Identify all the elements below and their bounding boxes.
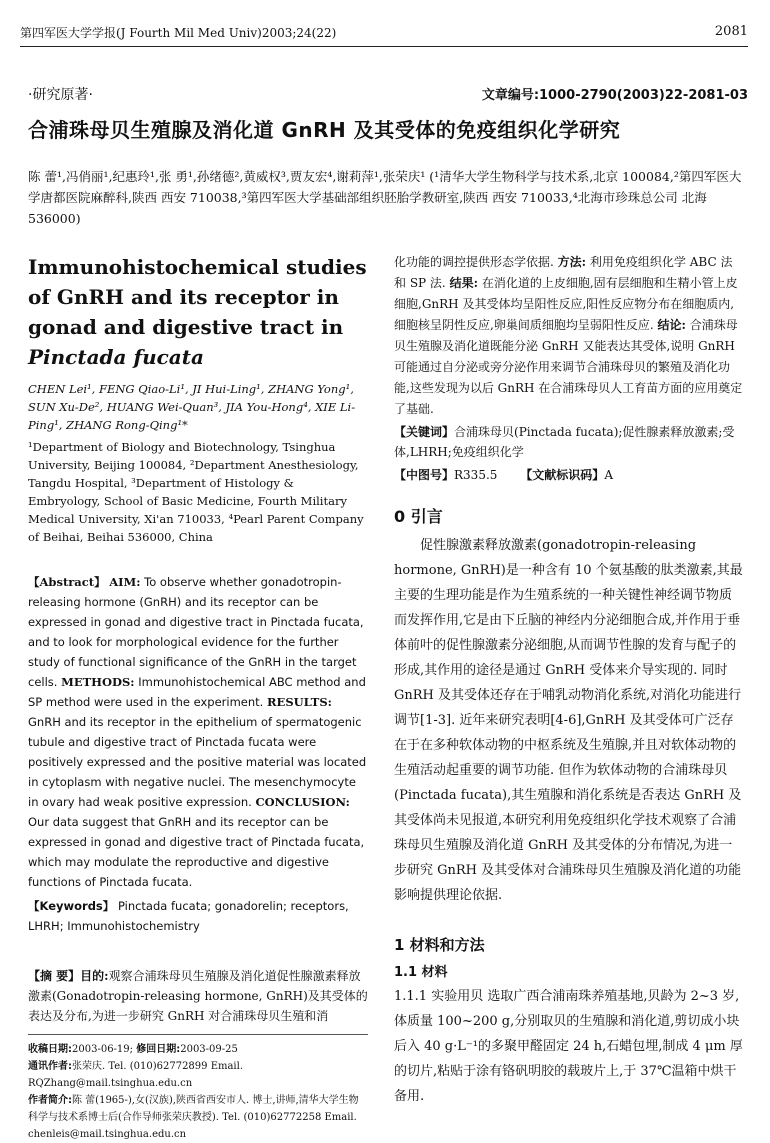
subsection-heading-materials: 1.1 材料 [394, 965, 448, 980]
abstract-cn-methods: 利用免疫组织化学 ABC 法和 SP 法. [394, 255, 733, 290]
results-text: GnRH and its receptor in the epithelium of spermatogenic tubule and digestive tract of Pinctada fucata were positively expressed and the positive material was located in cytoplasm with negative nuclei. The mesenchymocyte in ovary had weak positive expression. [28, 715, 367, 809]
abstract-cn-results: 在消化道的上皮细胞,固有层细胞和生精小管上皮细胞,GnRH 及其受体均呈阳性反应,阳性反应物分布在细胞质内,细胞核呈阴性反应,卵巢间质细胞均呈弱阳性反应. [394, 276, 738, 332]
keywords-cn-text: 合浦珠母贝(Pinctada fucata);促性腺素释放激素;受体,LHRH;免疫组织化学 [394, 425, 735, 459]
results-label: RESULTS: [267, 695, 332, 709]
title-english-species: Pinctada fucata [28, 345, 204, 369]
abstract-cn-label: 【摘 要】目的: [28, 969, 109, 983]
abstract-cn-conclusion-label: 结论: [657, 318, 686, 332]
received-date: 2003-06-19; [72, 1044, 134, 1055]
intro-paragraph: 促性腺激素释放激素(gonadotropin-releasing hormone, GnRH)是一种含有 10 个氨基酸的肽类激素,其最主要的生理功能是作为生殖系统的一种关键性神经调节物质而发挥作用,它是由下丘脑的神经内分泌细胞合成,并作用于垂体前叶的促性腺激素分泌细胞,从而调节性腺的发育与配子的形成,其作用的途径是通过 GnRH 受体来介导实现的. 同时 GnRH 及其受体还存在于哺乳动物消化系统,对消化功能进行调节[1-3]. 近年来研究表明[4-6],GnRH 及其受体可广泛存在于在多种软体动物的中枢系统及生殖腺,并且对软体动物的生殖活动起重要的调节功能. 但作为软体动物的合浦珠母贝(Pinctada fucata),其生殖腺和消化系统是否表达 GnRH 及其受体尚未见报道,本研究利用免疫组织化学技术观察了合浦珠母贝生殖腺及消化道 GnRH 及其受体的分布情况,为进一步研究 GnRH 及其受体对合浦珠母贝生殖腺及消化道的功能影响提供理论依据. [394, 538, 743, 903]
conclusion-text: Our data suggest that GnRH and its receptor can be expressed in gonad and digestive tract of Pinctada fucata, which may modulate the reproductive and digestive functions of Pinctada fucata. [28, 815, 365, 889]
author-bio [28, 1092, 368, 1143]
section-heading-intro: 0 引言 [394, 507, 443, 526]
clc-number: R335.5 [454, 468, 498, 482]
aim-label: AIM: [109, 575, 141, 589]
title-english [28, 252, 368, 372]
affiliations-english: ¹Department of Biology and Biotechnology, Tsinghua University, Beijing 100084, ²Department Anesthesiology, Tangdu Hospital, ³Department of Histology & Embryology, School of Basic Medicine, Fourth Military Medical University, Xi'an 710033, ⁴Pearl Parent Company of Beihai, Beihai 536000, China [28, 440, 364, 544]
abstract-chinese-start [28, 966, 368, 1026]
bio-label: 作者简介: [28, 1095, 72, 1106]
doc-code-label: 【文献标识码】 [520, 468, 605, 482]
footnote [28, 1034, 368, 1143]
aim-text: To observe whether gonadotropin-releasing hormone (GnRH) and its receptor can be expressed in gonad and digestive tract in Pinctada fucata, and to look for morphological evidence for the further study of functional significance of the GnRH in the target cells. [28, 575, 364, 689]
revised-date: 2003-09-25 [180, 1044, 238, 1055]
keywords-english [28, 896, 368, 936]
section-heading-methods: 1 材料和方法 [394, 936, 485, 954]
section-tag: ·研究原著· [28, 87, 93, 103]
authors-chinese: 陈 蕾¹,冯俏丽¹,纪惠玲¹,张 勇¹,孙绪德²,黄威权³,贾友宏⁴,谢莉萍¹,张荣庆¹ (¹清华大学生物科学与技术系,北京 100084,²第四军医大学唐都医院麻醉科,陕西 西安 710038,³第四军医大学基础部组织胚胎学教研室,陕西 西安 710033,⁴北海市珍珠总公司 北海 536000) [28, 169, 742, 226]
abstract-label: 【Abstract】 [28, 575, 106, 589]
corresponding-author [28, 1058, 368, 1092]
doc-code: A [604, 468, 613, 482]
corr-text: 张荣庆. Tel. (010)62772899 Email. RQZhang@mail.tsinghua.edu.cn [28, 1061, 244, 1089]
keywords-chinese [394, 422, 744, 462]
right-column [394, 252, 744, 1109]
abstract-chinese-cont [394, 252, 744, 420]
abstract-cn-conclusion: 合浦珠母贝生殖腺及消化道既能分泌 GnRH 又能表达其受体,说明 GnRH 可能通过自分泌或旁分泌作用来调节合浦珠母贝的繁殖及消化功能,这些发现为以后 GnRH 在合浦珠母贝人工育苗方面的应用奠定了基础. [394, 318, 743, 416]
classification-line [394, 464, 744, 486]
journal-citation: 第四军医大学学报(J Fourth Mil Med Univ)2003;24(22) [20, 26, 337, 40]
abstract-english [28, 572, 368, 892]
bio-text: 陈 蕾(1965-),女(汉族),陕西省西安市人. 博士,讲师,清华大学生物科学与技术系博士后(合作导师张荣庆教授). Tel. (010)62772258 Email. chenleis@mail.tsinghua.edu.cn [28, 1095, 359, 1140]
clc-label: 【中图号】 [394, 468, 455, 482]
keywords-label: 【Keywords】 [28, 899, 115, 913]
article-number: 文章编号:1000-2790(2003)22-2081-03 [481, 88, 748, 103]
keywords-text: Pinctada fucata; gonadorelin; receptors, LHRH; Immunohistochemistry [28, 899, 349, 933]
received-label: 收稿日期: [28, 1044, 72, 1055]
dates-line [28, 1041, 368, 1058]
revised-label: 修回日期: [136, 1044, 181, 1055]
methods-label: METHODS: [61, 675, 135, 689]
conclusion-label: CONCLUSION: [255, 795, 350, 809]
title-chinese: 合浦珠母贝生殖腺及消化道 GnRH 及其受体的免疫组织化学研究 [28, 118, 621, 142]
left-column [28, 252, 368, 1143]
running-header [20, 16, 748, 47]
methods-text: Immunohistochemical ABC method and SP method were used in the experiment. [28, 675, 366, 709]
authors-english: CHEN Lei¹, FENG Qiao-Li¹, JI Hui-Ling¹, ZHANG Yong¹, SUN Xu-De², HUANG Wei-Quan³, JIA You-Hong⁴, XIE Li-Ping¹, ZHANG Rong-Qing¹* [28, 382, 356, 432]
abstract-cn-aim: 观察合浦珠母贝生殖腺及消化道促性腺激素释放激素(Gonadotropin-releasing hormone, GnRH)及其受体的表达及分布,为进一步研究 GnRH 对合浦珠母贝生殖和消 [28, 969, 368, 1023]
page-number: 2081 [714, 24, 748, 39]
keywords-cn-label: 【关键词】 [394, 425, 455, 439]
title-english-main: Immunohistochemical studies of GnRH and its receptor in gonad and digestive tract in [28, 255, 367, 339]
corr-label: 通讯作者: [28, 1061, 72, 1072]
abstract-cn-results-label: 结果: [449, 276, 479, 290]
abstract-cn-methods-label: 方法: [557, 255, 587, 269]
abstract-cn-purpose-end: 化功能的调控提供形态学依据. [394, 255, 554, 269]
materials-paragraph: 1.1.1 实验用贝 选取广西合浦南珠养殖基地,贝龄为 2~3 岁,体质量 100~200 g,分别取贝的生殖腺和消化道,剪切成小块后入 40 g·L⁻¹的多聚甲醛固定 24 h,石蜡包埋,制成 4 μm 厚的切片,粘贴于涂有铬矾明胶的载玻片上,于 37℃温箱中烘干备用. [394, 989, 743, 1104]
